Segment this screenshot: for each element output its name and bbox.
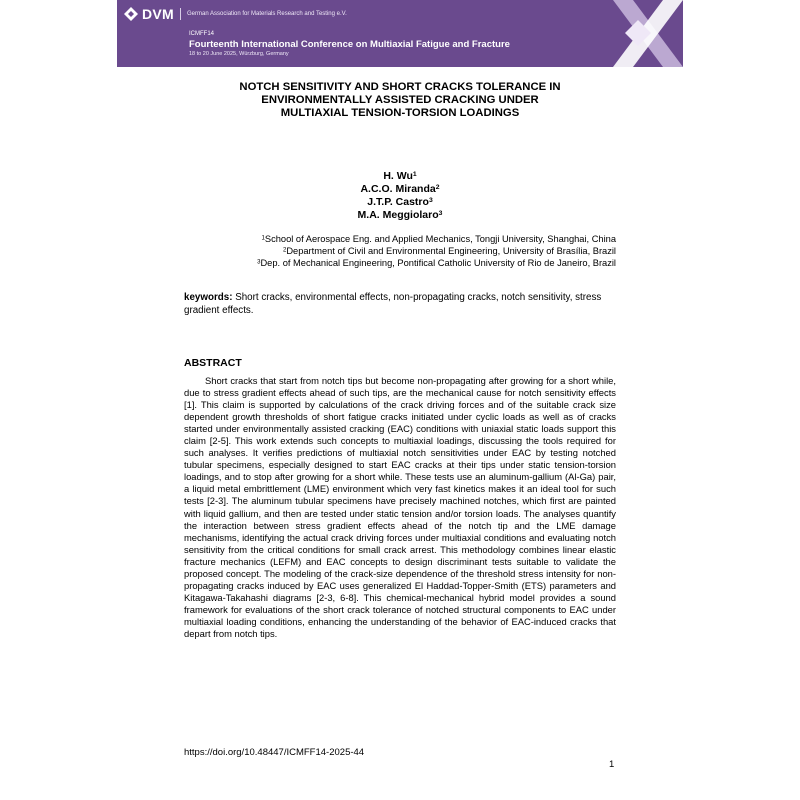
author-affiliation-mark: 1: [412, 170, 417, 178]
author-affiliation-mark: 3: [428, 196, 433, 204]
organization-name: German Association for Materials Research and Testing e.V.: [187, 11, 347, 17]
affiliation: [184, 257, 616, 269]
author-name: H. Wu: [383, 170, 413, 182]
author: [184, 196, 616, 209]
affiliation-mark: 1: [261, 235, 265, 242]
affiliation-text: Department of Civil and Environmental Engineering, University of Brasília, Brazil: [286, 246, 616, 257]
affiliation: [184, 245, 616, 257]
affiliation-text: School of Aerospace Eng. and Applied Mechanics, Tongji University, Shanghai, China: [264, 234, 616, 244]
author: [184, 209, 616, 222]
keywords-text: Short cracks, environmental effects, non-propagating cracks, notch sensitivity, stress gradient effects.: [184, 292, 602, 316]
author: [184, 170, 616, 183]
conference-banner: [117, 0, 683, 67]
author-name: M.A. Meggiolaro: [357, 209, 439, 221]
conference-title: Fourteenth International Conference on Multiaxial Fatigue and Fracture: [189, 39, 510, 50]
conference-dates: 18 to 20 June 2025, Würzburg, Germany: [189, 51, 289, 57]
logo-text: DVM: [142, 6, 175, 22]
dvm-logo: [124, 6, 347, 22]
author-affiliation-mark: 2: [435, 183, 440, 191]
title-line: ENVIRONMENTALLY ASSISTED CRACKING UNDER: [261, 94, 539, 106]
author-name: J.T.P. Castro: [367, 196, 429, 208]
page-number: 1: [609, 759, 615, 770]
author-name: A.C.O. Miranda: [360, 183, 436, 195]
logo-divider: [180, 8, 181, 20]
affiliation-text: Dep. of Mechanical Engineering, Pontifical Catholic University of Rio de Janeiro, Brazil: [260, 258, 616, 269]
doi-link[interactable]: https://doi.org/10.48447/ICMFF14-2025-44: [184, 747, 365, 758]
author-affiliation-mark: 3: [438, 209, 443, 217]
abstract-body: Short cracks that start from notch tips but become non-propagating after growing for a short while, due to stress gradient effects ahead of such tips, are the mechanical cause for notch sensitivity effects [1]. This claim is supported by calculations of the crack driving forces and of the suitable crack size dependent growth thresholds of short fatigue cracks initiated under cyclic loads as well as of cracks started under environmentally assisted cracking (EAC) conditions with uniaxial static loads support this claim [2-5]. This work extends such concepts to multiaxial loadings, discussing the tools required for such analyses. It verifies predictions of multiaxial notch sensitivities under EAC by testing notched tubular specimens, especially designed to start EAC cracks at their tips under static tension-torsion loadings, and to stop after growing for a short while. These tests use an aluminum-gallium (Al-Ga) pair, a liquid metal embrittlement (LME) environment which very fast kinetics makes it an ideal tool for such tests [2-3]. The aluminum tubular specimens have precisely machined notches, which first are painted with liquid gallium, and then are tested under static tension and/or torsion loads. The analyses quantify the interaction between stress gradient effects ahead of the notch tip and the LME damage mechanisms, identifying the actual crack driving forces under multiaxial conditions and evaluating notch sensitivity from the critical conditions for small crack arrest. This methodology combines linear elastic fracture mechanics (LEFM) and EAC concepts to design discriminant tests suitable to validate the proposed concept. The modeling of the crack-size dependence of the threshold stress intensity for non-propagating cracks induced by EAC uses generalized El Haddad-Topper-Smith (ETS) parameters and Kitagawa-Takahashi diagrams [2-3, 6-8]. This chemical-mechanical hybrid model provides a sound framework for evaluations of the short crack tolerance of notched structural components to EAC under multiaxial loading conditions, enhancing the understanding of the behavior of EAC-induced cracks that depart from notch tips.: [184, 375, 616, 639]
author: [184, 183, 616, 196]
title-line: MULTIAXIAL TENSION-TORSION LOADINGS: [280, 107, 520, 119]
abstract-heading: ABSTRACT: [184, 357, 242, 369]
affiliation: [184, 233, 616, 245]
paper-title: [184, 81, 616, 120]
keywords-label: keywords:: [184, 292, 233, 303]
decorative-x-icon: [593, 0, 683, 67]
affiliation-list: [184, 233, 616, 270]
author-list: [184, 170, 616, 222]
keywords: [184, 292, 616, 317]
dvm-logo-diamond-icon: [124, 7, 138, 21]
title-line: NOTCH SENSITIVITY AND SHORT CRACKS TOLERANCE IN: [239, 81, 561, 93]
affiliation-mark: 3: [257, 259, 261, 266]
conference-abbreviation: ICMFF14: [189, 31, 215, 37]
affiliation-mark: 2: [282, 247, 287, 254]
